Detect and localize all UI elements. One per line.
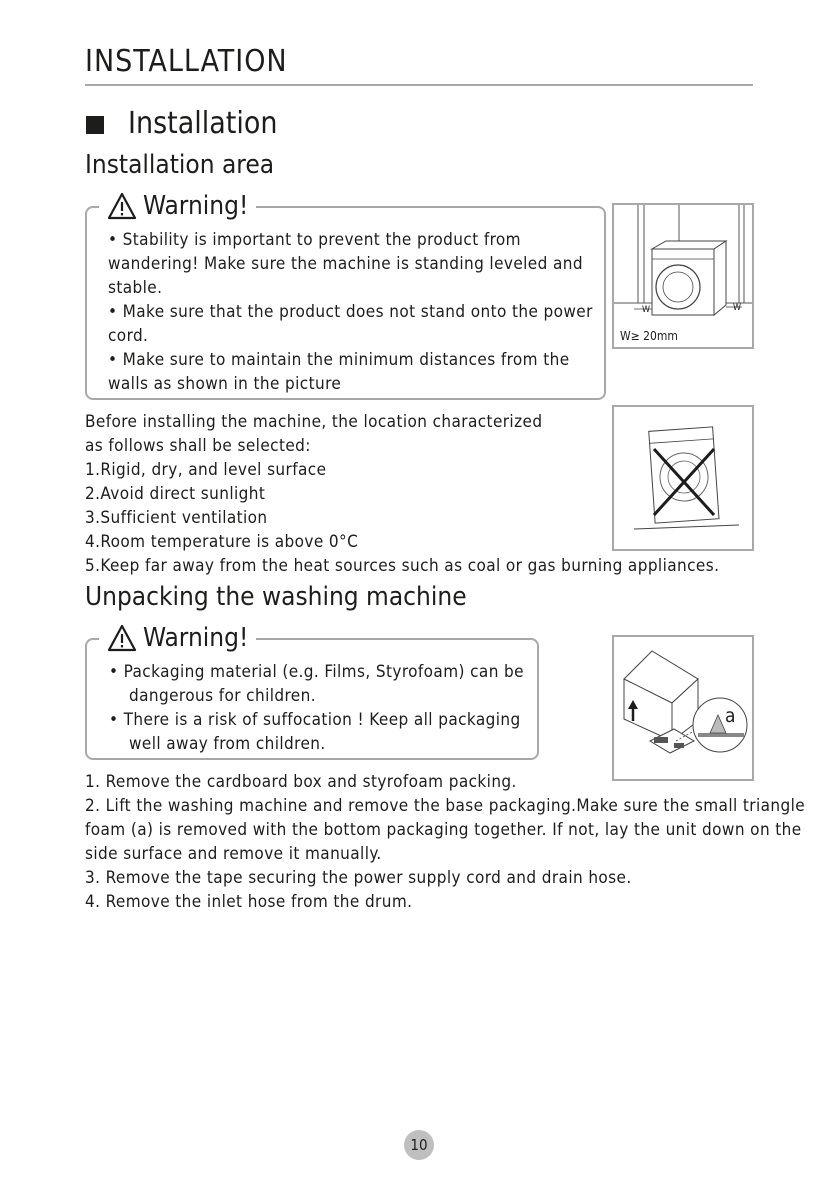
title-divider xyxy=(85,84,753,86)
warning-bullet: • Make sure to maintain the minimum distances from the walls as shown in the picture xyxy=(108,350,570,394)
warning-label: Warning! xyxy=(143,623,249,653)
section-square-icon xyxy=(86,116,104,134)
unpacking-step: 3. Remove the tape securing the power supply cord and drain hose. xyxy=(85,868,632,888)
requirement-item: 3.Sufficient ventilation xyxy=(85,508,268,528)
unpacking-step: 4. Remove the inlet hose from the drum. xyxy=(85,892,413,912)
warning-label: Warning! xyxy=(143,191,249,221)
warning-box-installation xyxy=(85,191,606,400)
warning-heading xyxy=(99,188,256,224)
unpacking-step: 2. Lift the washing machine and remove the base packaging.Make sure the small triangle foam (a) is removed with the bottom packaging together. If not, lay the unit down on the side surface and remove it manually. xyxy=(85,796,806,864)
unpacking-step: 1. Remove the cardboard box and styrofoam packing. xyxy=(85,772,517,792)
section-title: Installation xyxy=(128,106,278,141)
warning-triangle-icon xyxy=(107,624,137,652)
label-triangle-foam: a xyxy=(725,705,736,727)
page-number-badge: 10 xyxy=(404,1130,434,1160)
warning-bullet: • Stability is important to prevent the product from wandering! Make sure the machine is standing leveled and stable. xyxy=(108,230,583,298)
warning-box-unpacking xyxy=(85,623,539,760)
requirement-item: 2.Avoid direct sunlight xyxy=(85,484,266,504)
warning-bullet: • There is a risk of suffocation ! Keep all packaging well away from children. xyxy=(109,710,521,754)
label-min-distance: W≥ 20mm xyxy=(620,329,678,343)
warning-triangle-icon xyxy=(107,192,137,220)
warning-bullet: • Packaging material (e.g. Films, Styrofoam) can be dangerous for children. xyxy=(109,662,524,706)
warning-bullets xyxy=(109,660,529,756)
tilted-machine-crossed-illustration xyxy=(614,407,752,549)
warning-bullets xyxy=(108,228,600,396)
unpacking-title: Unpacking the washing machine xyxy=(85,582,467,612)
warning-heading xyxy=(99,620,256,656)
location-intro: Before installing the machine, the location characterized as follows shall be selected: xyxy=(85,412,543,456)
figure-wall-distance xyxy=(612,203,754,349)
requirement-item: 5.Keep far away from the heat sources such as coal or gas burning appliances. xyxy=(85,556,720,576)
installation-area-title: Installation area xyxy=(85,150,275,180)
page-title: INSTALLATION xyxy=(85,44,288,79)
requirement-item: 4.Room temperature is above 0°C xyxy=(85,532,359,552)
warning-bullet: • Make sure that the product does not stand onto the power cord. xyxy=(108,302,593,346)
figure-uneven-surface xyxy=(612,405,754,551)
figure-unpacking xyxy=(612,635,754,781)
label-w-left: W xyxy=(642,305,651,315)
requirement-item: 1.Rigid, dry, and level surface xyxy=(85,460,327,480)
label-w-right: W xyxy=(733,303,742,313)
washing-machine-wall-illustration xyxy=(614,205,752,347)
unpacking-steps xyxy=(85,770,810,914)
